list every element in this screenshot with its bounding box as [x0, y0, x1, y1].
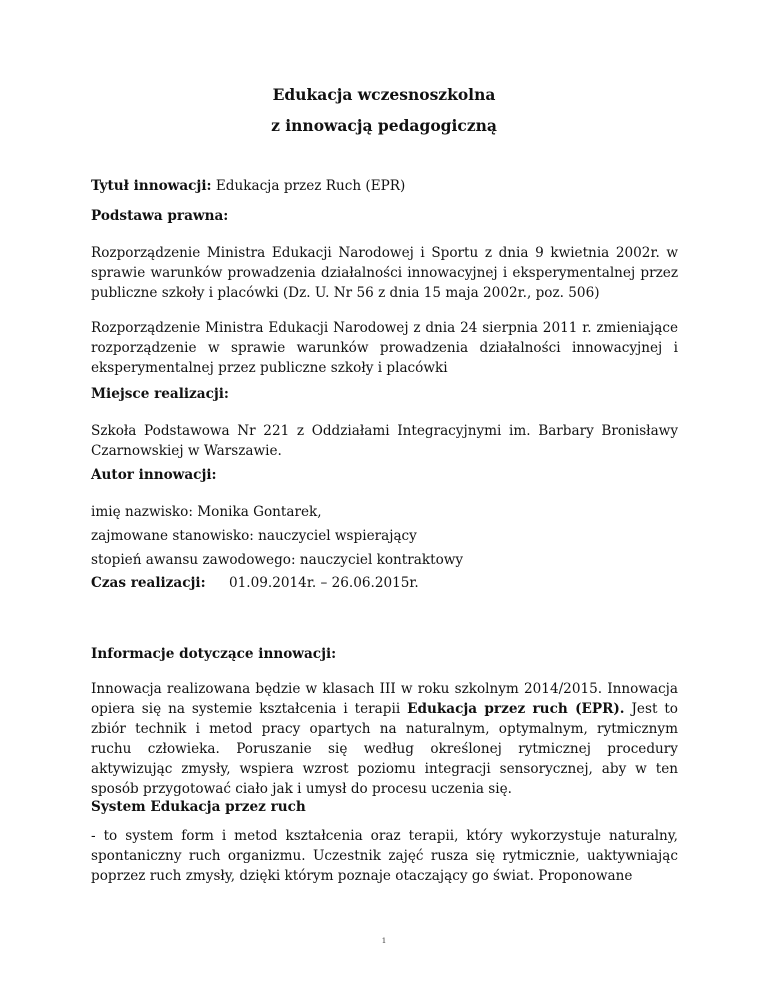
system-heading-text: System Edukacja przez ruch [91, 799, 306, 815]
author-name: imię nazwisko: Monika Gontarek, [91, 504, 322, 520]
location-paragraph: Szkoła Podstawowa Nr 221 z Oddziałami Integracyjnymi im. Barbary Bronisławy Czarnowskiej w Warszawie. [91, 423, 678, 459]
system-heading [91, 797, 678, 817]
innovation-info-heading [91, 644, 678, 664]
legal-basis-paragraph-2: Rozporządzenie Ministra Edukacji Narodowej z dnia 24 sierpnia 2011 r. zmieniające rozporządzenie w sprawie warunków prowadzenia działalności innowacyjnej i eksperymentalnej przez publiczne szkoły i placówki [91, 320, 678, 376]
duration-label: Czas realizacji: [91, 575, 206, 591]
innovation-info-paragraph [91, 679, 678, 799]
innovation-info-text-2: Jest to zbiór technik i metod pracy opartych na naturalnym, optymalnym, rytmicznym ruchu człowieka. Poruszanie się według określonej rytmicznej procedury aktywizując zmysły, wspiera wzrost poziomu integracji sensorycznej, aby w ten sposób przygotować ciało jak i umysł do procesu uczenia się. [91, 701, 678, 797]
page-number: 1 [381, 936, 387, 945]
system-paragraph: - to system form i metod kształcenia oraz terapii, który wykorzystuje naturalny, spontaniczny ruch organizmu. Uczestnik zajęć rusza się rytmicznie, uaktywniając poprzez ruch zmysły, dzięki którym poznaje otaczający go świat. Proponowane [91, 828, 678, 884]
innovation-title-value: Edukacja przez Ruch (EPR) [211, 178, 406, 194]
author-position: zajmowane stanowisko: nauczyciel wspierający [91, 528, 417, 544]
document-title-line-1: Edukacja wczesnoszkolna [272, 85, 496, 104]
innovation-info-bold: Edukacja przez ruch (EPR). [407, 701, 625, 717]
innovation-info-heading-text: Informacje dotyczące innowacji: [91, 646, 337, 662]
document-title-line-2: z innowacją pedagogiczną [271, 116, 497, 135]
author-promotion-level: stopień awansu zawodowego: nauczyciel kontraktowy [91, 552, 464, 568]
innovation-title-line [91, 176, 678, 196]
duration-value: 01.09.2014r. – 26.06.2015r. [229, 575, 419, 591]
innovation-info-text-1: Innowacja realizowana będzie w klasach III w roku szkolnym 2014/2015. Innowacja opiera się na systemie kształcenia i terapii [91, 681, 678, 717]
location-heading-text: Miejsce realizacji: [91, 386, 229, 402]
innovation-title-label: Tytuł innowacji: [91, 178, 212, 194]
duration-line [91, 573, 678, 593]
author-heading [91, 465, 678, 485]
author-heading-text: Autor innowacji: [91, 467, 217, 483]
legal-basis-heading [91, 206, 678, 226]
legal-basis-heading-text: Podstawa prawna: [91, 208, 229, 224]
location-heading [91, 384, 678, 404]
legal-basis-paragraph-1: Rozporządzenie Ministra Edukacji Narodowej i Sportu z dnia 9 kwietnia 2002r. w sprawie warunków prowadzenia działalności innowacyjnej i eksperymentalnej przez publiczne szkoły i placówki (Dz. U. Nr 56 z dnia 15 maja 2002r., poz. 506) [91, 245, 678, 301]
